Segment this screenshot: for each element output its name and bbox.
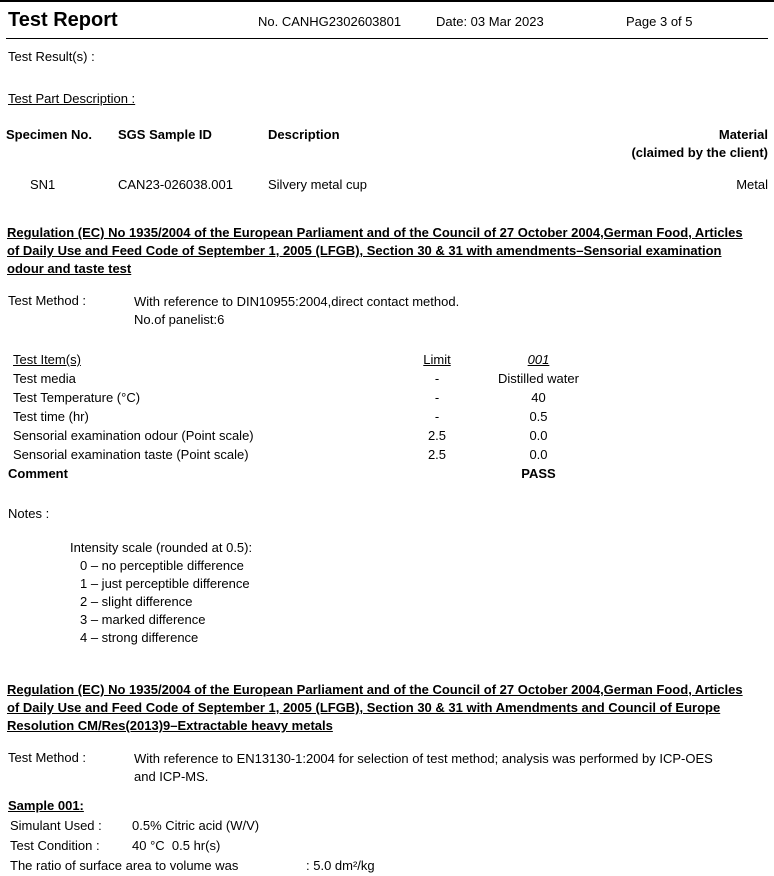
material-value: Metal (736, 177, 768, 192)
report-date: Date: 03 Mar 2023 (436, 14, 544, 29)
page-indicator: Page 3 of 5 (626, 14, 693, 29)
test-condition-label: Test Condition : (10, 838, 100, 853)
comment-value: PASS (521, 466, 556, 481)
test-condition-value: 40 °C 0.5 hr(s) (132, 838, 221, 853)
test-part-description-label: Test Part Description : (8, 91, 136, 106)
simulant-row (6, 816, 768, 836)
regulation-heading-2: Regulation (EC) No 1935/2004 of the European Parliament and of the Council of 27 October 2004,German Food, Articles of Daily Use and Feed Code of September 1, 2005 (LFGB), Section 30 & 31 with Amendments and Council of Europe Resolution CM/Res(2013)9–Extractable heavy metals (7, 682, 743, 733)
list-item: 4 – strong difference (80, 630, 199, 645)
col-sample-001: 001 (527, 352, 550, 367)
simulant-label: Simulant Used : (10, 818, 102, 833)
table-row: Sensorial examination odour (Point scale) 2.5 0.0 (13, 428, 548, 443)
test-condition-row (6, 836, 768, 856)
table-row: Test time (hr) - 0.5 (13, 409, 548, 424)
col-specimen-no: Specimen No. (6, 127, 92, 142)
notes-label: Notes : (8, 506, 50, 521)
test-results-label: Test Result(s) : (8, 49, 95, 64)
table-row (6, 176, 768, 194)
specimen-table (6, 126, 768, 194)
col-test-items: Test Item(s) (13, 352, 81, 367)
table-row: Test Temperature (°C) - 40 (13, 390, 546, 405)
specimen-no-value: SN1 (30, 177, 56, 192)
ratio-row (6, 856, 768, 876)
test-method-label: Test Method : (8, 750, 87, 765)
notes-section (6, 506, 768, 647)
description-value: Silvery metal cup (268, 177, 367, 192)
simulant-value: 0.5% Citric acid (W/V) (132, 818, 260, 833)
table-row: Test media - Distilled water (13, 371, 579, 386)
list-item: 1 – just perceptible difference (80, 576, 250, 591)
report-page (0, 2, 774, 876)
table-row: Sensorial examination taste (Point scale) 2.5 0.0 (13, 447, 548, 462)
test-method-2 (6, 750, 768, 786)
col-sgs-sample-id: SGS Sample ID (118, 127, 212, 142)
report-header (6, 2, 768, 39)
list-item: 0 – no perceptible difference (80, 558, 244, 573)
regulation-heading-1: Regulation (EC) No 1935/2004 of the European Parliament and of the Council of 27 October 2004,German Food, Articles of Daily Use and Feed Code of September 1, 2005 (LFGB), Section 30 & 31 with amendments–Sensorial examination odour and taste test (7, 225, 743, 276)
test-method-value: With reference to DIN10955:2004,direct contact method. No.of panelist:6 (134, 294, 460, 327)
test-method-label: Test Method : (8, 293, 87, 308)
col-description: Description (268, 127, 340, 142)
ratio-value: : 5.0 dm²/kg (306, 858, 375, 873)
col-limit: Limit (423, 352, 451, 367)
specimen-table-header (6, 126, 768, 162)
ratio-label: The ratio of surface area to volume was (10, 858, 239, 873)
results-table (6, 350, 768, 483)
test-method-value: With reference to EN13130-1:2004 for selection of test method; analysis was performed by ICP-OES and ICP-MS. (134, 751, 713, 784)
test-method-1 (6, 293, 768, 329)
report-number: No. CANHG2302603801 (258, 14, 402, 29)
notes-intro: Intensity scale (rounded at 0.5): (70, 540, 253, 555)
list-item: 2 – slight difference (80, 594, 193, 609)
comment-label: Comment (8, 466, 68, 481)
results-table-header (6, 350, 768, 369)
page-title: Test Report (8, 9, 118, 31)
sample-id-value: CAN23-026038.001 (118, 177, 233, 192)
sample-heading: Sample 001: (8, 798, 84, 813)
list-item: 3 – marked difference (80, 612, 206, 627)
col-material: Material (claimed by the client) (631, 127, 768, 160)
comment-row (6, 464, 768, 483)
